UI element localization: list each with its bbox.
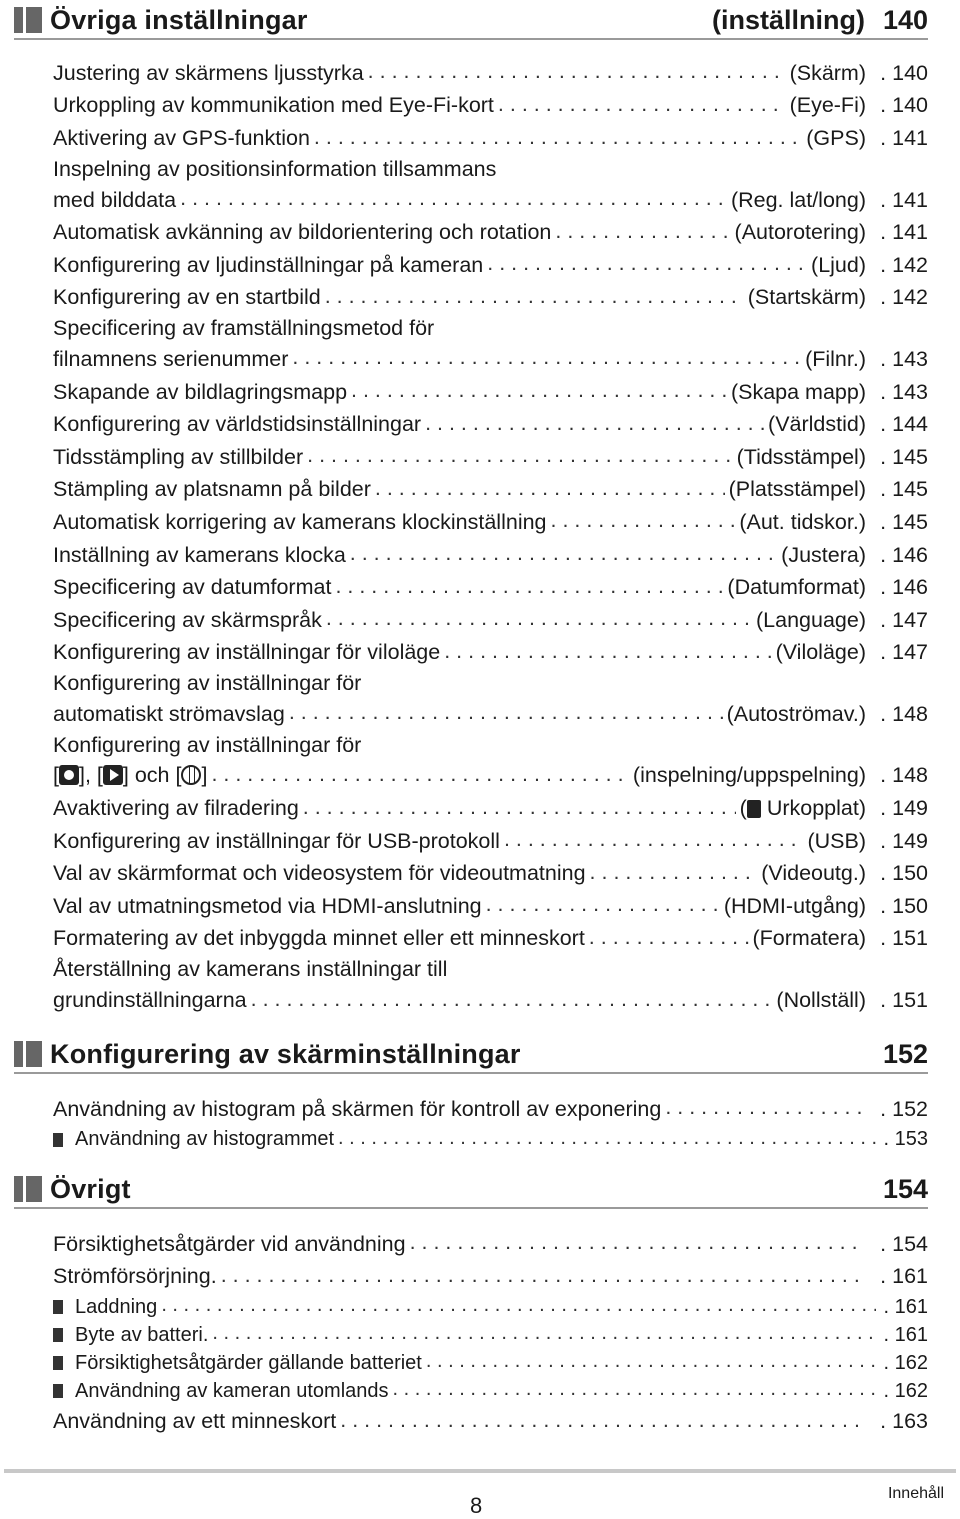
- tag-text: (: [739, 796, 747, 821]
- toc-entry[interactable]: [53, 216, 928, 249]
- dot-leader: [307, 443, 732, 471]
- dot-leader: [665, 1095, 862, 1123]
- label-text: grundinställningarna: [53, 988, 247, 1013]
- toc-entry-tag: (Justera): [781, 542, 866, 567]
- toc-entry-tag: (Nollställ): [776, 988, 866, 1013]
- dot-leader: [351, 378, 727, 406]
- page-number: 8: [470, 1493, 483, 1518]
- dot-leader: [486, 892, 720, 920]
- toc-entry-page: . 163: [880, 1408, 928, 1433]
- toc-entry-tag: (Viloläge): [775, 640, 866, 665]
- label-text: Stämpling av platsnamn på bilder: [53, 477, 371, 502]
- toc-entry[interactable]: [53, 408, 928, 441]
- bullet-icon: [53, 1133, 63, 1147]
- toc-entry-label: Inspelning av positionsinformation tillsammans: [53, 156, 497, 181]
- toc-entry-label: [53, 1264, 217, 1289]
- toc-entry-label: [53, 608, 322, 633]
- dot-leader: [335, 574, 723, 602]
- section-heading: [14, 2, 928, 40]
- toc-entry-page: . 161: [880, 1264, 928, 1289]
- dot-leader: [375, 476, 725, 504]
- toc-entry-tag: (Eye-Fi): [789, 93, 866, 118]
- toc-subentry[interactable]: [53, 1321, 928, 1349]
- toc-entry-label: [53, 988, 247, 1013]
- label-text: Automatisk avkänning av bildorientering och rotation: [53, 220, 552, 245]
- toc-entry[interactable]: [53, 1228, 928, 1261]
- toc-entry-label: [53, 220, 551, 245]
- toc-entry[interactable]: [53, 90, 928, 123]
- toc-entry-label: [53, 188, 176, 213]
- toc-entry-label: [53, 894, 482, 919]
- toc-list: [53, 1228, 928, 1438]
- toc-entry-label: [53, 1128, 334, 1151]
- toc-entry-page: . 145: [880, 444, 928, 469]
- toc-entry[interactable]: [53, 506, 928, 539]
- toc-entry[interactable]: [53, 249, 928, 282]
- toc-entry-page: . 146: [880, 542, 928, 567]
- trash-icon: [747, 800, 761, 818]
- toc-entry[interactable]: [53, 1093, 928, 1126]
- toc-entry-tag: (Reg. lat/long): [730, 187, 866, 212]
- toc-entry-label: [53, 477, 371, 502]
- dot-leader: [289, 700, 723, 728]
- label-text: Laddning: [75, 1295, 158, 1318]
- toc-entry[interactable]: [53, 760, 928, 793]
- section-page: 154: [882, 1173, 928, 1204]
- label-text: Formatering av det inbyggda minnet eller ett minneskort: [53, 926, 585, 951]
- toc-entry[interactable]: [53, 698, 928, 731]
- toc-entry[interactable]: [53, 604, 928, 637]
- toc-entry-label: [53, 640, 440, 665]
- dot-leader: [393, 1378, 876, 1404]
- toc-entry[interactable]: [53, 376, 928, 409]
- toc-subentry[interactable]: [53, 1126, 928, 1154]
- toc-entry-page: . 141: [880, 220, 928, 245]
- toc-entry-tag: (Skärm): [789, 60, 866, 85]
- label-text: Skapande av bildlagringsmapp: [53, 379, 348, 404]
- dot-leader: [211, 762, 628, 790]
- toc-entry-page: . 147: [880, 640, 928, 665]
- toc-entry[interactable]: [53, 343, 928, 376]
- label-text: ], [: [78, 763, 103, 788]
- toc-entry-page: . 141: [880, 187, 928, 212]
- toc-entry-page: . 143: [880, 346, 928, 371]
- toc-entry-label: [53, 763, 207, 788]
- toc-entry-page: . 141: [880, 125, 928, 150]
- toc-entry-page: . 145: [880, 477, 928, 502]
- toc-entry-tag: (Ljud): [811, 252, 866, 277]
- globe-icon: [181, 765, 201, 785]
- toc-entry-tag: (inspelning/uppspelning): [632, 763, 866, 788]
- toc-entry[interactable]: [53, 984, 928, 1017]
- toc-entry-page: . 151: [880, 926, 928, 951]
- toc-entry[interactable]: [53, 282, 928, 315]
- toc-entry-tag: (Autorotering): [734, 220, 866, 245]
- label-text: Strömförsörjning.: [53, 1264, 217, 1289]
- section-heading: [14, 1171, 928, 1209]
- section-heading: [14, 1036, 928, 1074]
- label-text: filnamnens serienummer: [53, 346, 289, 371]
- toc-entry-label: [53, 702, 285, 727]
- toc-entry-page: . 140: [880, 60, 928, 85]
- toc-entry[interactable]: [53, 57, 928, 90]
- label-text: Specificering av skärmspråk: [53, 607, 322, 632]
- toc-entry-tag: (Filnr.): [805, 346, 866, 371]
- label-text: Specificering av datumformat: [53, 575, 332, 600]
- label-text: [: [53, 763, 59, 788]
- toc-entry-page: . 162: [883, 1379, 928, 1402]
- toc-entry[interactable]: [53, 571, 928, 604]
- bullet-icon: [53, 1328, 63, 1342]
- label-text: Konfigurering av inställningar för USB-protokoll: [53, 828, 500, 853]
- toc-entry[interactable]: [53, 857, 928, 890]
- label-text: Konfigurering av en startbild: [53, 285, 321, 310]
- toc-entry-label: [53, 1409, 336, 1434]
- label-text: Försiktighetsåtgärder vid användning: [53, 1231, 406, 1256]
- dot-leader: [425, 411, 764, 439]
- toc-entry-tag: (Världstid): [768, 412, 866, 437]
- dot-leader: [590, 860, 758, 888]
- section-marker-icon: [14, 7, 50, 33]
- toc-entry-label: [53, 1324, 208, 1347]
- toc-entry-page: . 153: [883, 1128, 928, 1151]
- label-text: Konfigurering av ljudinställningar på kameran: [53, 252, 484, 277]
- section-marker-icon: [14, 1041, 50, 1067]
- section-marker-icon: [14, 1176, 50, 1202]
- toc-entry-page: . 161: [883, 1323, 928, 1346]
- toc-entry-label: Konfigurering av inställningar för: [53, 671, 362, 696]
- toc-entry-page: . 140: [880, 93, 928, 118]
- toc-entry-label: [53, 61, 364, 86]
- toc-entry-tag: (Startskärm): [747, 285, 866, 310]
- toc-entry-label: [53, 1232, 406, 1257]
- dot-leader: [340, 1408, 862, 1436]
- dot-leader: [504, 827, 804, 855]
- toc-entry[interactable]: [53, 1261, 928, 1294]
- tag-text: Urkopplat): [760, 796, 866, 821]
- toc-entry-label: [53, 253, 483, 278]
- dot-leader: [338, 1127, 876, 1153]
- label-text: Användning av kameran utomlands: [75, 1379, 389, 1402]
- dot-leader: [314, 125, 802, 153]
- toc-entry-page: . 144: [880, 412, 928, 437]
- section-subtitle: (inställning): [711, 4, 865, 35]
- dot-leader: [487, 251, 807, 279]
- toc-entry-line: [53, 669, 928, 698]
- label-text: ] och [: [122, 763, 182, 788]
- dot-leader: [221, 1263, 862, 1291]
- toc-entry-label: [53, 1352, 422, 1375]
- label-text: Urkoppling av kommunikation med Eye-Fi-kort: [53, 93, 494, 118]
- bullet-icon: [53, 1356, 63, 1370]
- dot-leader: [303, 795, 736, 823]
- toc-entry-label: [53, 796, 299, 821]
- section-page: 140: [882, 4, 928, 35]
- dot-leader: [551, 508, 736, 536]
- label-text: Konfigurering av inställningar för viloläge: [53, 640, 441, 665]
- toc-entry-tag: (Autoströmav.): [726, 701, 866, 726]
- toc-entry-tag: (Tidsstämpel): [736, 444, 866, 469]
- toc-entry-label: Konfigurering av inställningar för: [53, 732, 362, 757]
- toc-entry-page: . 142: [880, 285, 928, 310]
- toc-entry-page: . 154: [880, 1231, 928, 1256]
- toc-entry-page: . 151: [880, 988, 928, 1013]
- label-text: Automatisk korrigering av kamerans klockinställning: [53, 509, 547, 534]
- toc-entry-label: [53, 1296, 157, 1319]
- toc-list: [53, 1093, 928, 1154]
- toc-subentry[interactable]: [53, 1293, 928, 1321]
- label-text: Justering av skärmens ljusstyrka: [53, 60, 364, 85]
- toc-entry-page: . 162: [883, 1351, 928, 1374]
- toc-entry-page: . 146: [880, 575, 928, 600]
- toc-entry-page: . 143: [880, 379, 928, 404]
- toc-entry-tag: (Aut. tidskor.): [739, 509, 866, 534]
- label-text: Tidsstämpling av stillbilder: [53, 444, 304, 469]
- toc-entry-page: . 150: [880, 893, 928, 918]
- label-text: Konfigurering av världstidsinställningar: [53, 412, 422, 437]
- label-text: Avaktivering av filradering: [53, 796, 299, 821]
- toc-entry-label: [53, 510, 547, 535]
- toc-entry-label: [53, 445, 303, 470]
- dot-leader: [251, 987, 773, 1015]
- toc-entry[interactable]: [53, 122, 928, 155]
- toc-entry[interactable]: [53, 539, 928, 572]
- dot-leader: [410, 1230, 862, 1258]
- section-title: Konfigurering av skärminställningar: [50, 1038, 521, 1069]
- label-text: Aktivering av GPS-funktion: [53, 125, 310, 150]
- label-text: ]: [201, 763, 208, 788]
- toc-entry-tag: (Formatera): [752, 926, 866, 951]
- toc-entry[interactable]: [53, 474, 928, 507]
- dot-leader: [426, 1350, 876, 1376]
- toc-entry[interactable]: [53, 441, 928, 474]
- dot-leader: [326, 606, 752, 634]
- toc-entry-label: [53, 285, 321, 310]
- section-page: 152: [882, 1038, 928, 1069]
- toc-entry-page: . 161: [883, 1295, 928, 1318]
- toc-entry-label: [53, 380, 347, 405]
- label-text: automatiskt strömavslag: [53, 701, 285, 726]
- toc-entry-line: [53, 955, 928, 984]
- toc-entry-page: . 145: [880, 509, 928, 534]
- label-text: Försiktighetsåtgärder gällande batteriet: [75, 1351, 422, 1374]
- toc-entry-label: [53, 1097, 661, 1122]
- dot-leader: [212, 1322, 876, 1348]
- label-text: Inställning av kamerans klocka: [53, 542, 346, 567]
- dot-leader: [498, 92, 786, 120]
- toc-entry-page: . 148: [880, 763, 928, 788]
- label-text: Val av skärmformat och videosystem för videoutmatning: [53, 861, 586, 886]
- bullet-icon: [53, 1300, 63, 1314]
- toc-entry-label: [53, 926, 585, 951]
- toc-entry[interactable]: [53, 825, 928, 858]
- toc-entry-tag: [740, 796, 866, 821]
- toc-entry-tag: (Language): [756, 607, 866, 632]
- dot-leader: [325, 284, 744, 312]
- dot-leader: [444, 639, 771, 667]
- dot-leader: [161, 1294, 876, 1320]
- toc-entry-line: [53, 314, 928, 343]
- toc-entry[interactable]: [53, 792, 928, 825]
- play-icon: [103, 765, 123, 785]
- label-text: Användning av ett minneskort: [53, 1408, 337, 1433]
- toc-entry-tag: (USB): [807, 828, 866, 853]
- camera-icon: [59, 765, 79, 785]
- label-text: Val av utmatningsmetod via HDMI-anslutning: [53, 893, 482, 918]
- dot-leader: [555, 219, 730, 247]
- toc-entry-label: [53, 412, 421, 437]
- toc-entry-tag: (Videoutg.): [761, 861, 866, 886]
- toc-entry-label: [53, 347, 288, 372]
- label-text: Användning av histogram på skärmen för kontroll av exponering: [53, 1096, 662, 1121]
- toc-entry-page: . 149: [880, 828, 928, 853]
- toc-entry-label: Specificering av framställningsmetod för: [53, 316, 435, 341]
- toc-entry-tag: (Skapa mapp): [730, 379, 866, 404]
- label-text: Användning av histogrammet: [75, 1128, 335, 1151]
- toc-entry-page: . 142: [880, 252, 928, 277]
- toc-entry-page: . 150: [880, 861, 928, 886]
- toc-entry-line: [53, 155, 928, 184]
- toc-subentry[interactable]: [53, 1349, 928, 1377]
- dot-leader: [292, 345, 801, 373]
- toc-list: [53, 57, 928, 1017]
- toc-entry-label: [53, 575, 331, 600]
- toc-subentry[interactable]: [53, 1377, 928, 1405]
- toc-entry-tag: (GPS): [806, 125, 866, 150]
- toc-entry[interactable]: [53, 923, 928, 956]
- toc-entry-tag: (HDMI-utgång): [723, 893, 866, 918]
- dot-leader: [368, 59, 786, 87]
- section-title: Övriga inställningar: [50, 4, 308, 35]
- dot-leader: [350, 541, 777, 569]
- section-title: Övrigt: [50, 1173, 131, 1204]
- dot-leader: [589, 925, 749, 953]
- toc-entry-label: [53, 126, 310, 151]
- toc-entry-page: . 149: [880, 796, 928, 821]
- toc-entry[interactable]: [53, 637, 928, 670]
- toc-entry-page: . 152: [880, 1096, 928, 1121]
- toc-entry-page: . 148: [880, 701, 928, 726]
- toc-entry-label: [53, 93, 494, 118]
- dot-leader: [180, 186, 727, 214]
- toc-entry[interactable]: [53, 1405, 928, 1438]
- bullet-icon: [53, 1384, 63, 1398]
- toc-entry-label: [53, 829, 500, 854]
- toc-entry-label: [53, 861, 586, 886]
- toc-entry-page: . 147: [880, 607, 928, 632]
- footer-section-link[interactable]: Innehåll: [887, 1485, 944, 1502]
- toc-entry[interactable]: [53, 890, 928, 923]
- toc-entry-line: [53, 731, 928, 760]
- toc-entry-label: Återställning av kamerans inställningar till: [53, 957, 448, 982]
- toc-entry-tag: (Platsstämpel): [728, 477, 866, 502]
- footer-divider: [4, 1469, 956, 1473]
- toc-entry-label: [53, 543, 346, 568]
- toc-entry-label: [53, 1380, 389, 1403]
- toc-entry[interactable]: [53, 184, 928, 217]
- label-text: med bilddata: [53, 187, 177, 212]
- label-text: Byte av batteri.: [75, 1323, 209, 1346]
- toc-entry-tag: (Datumformat): [727, 575, 866, 600]
